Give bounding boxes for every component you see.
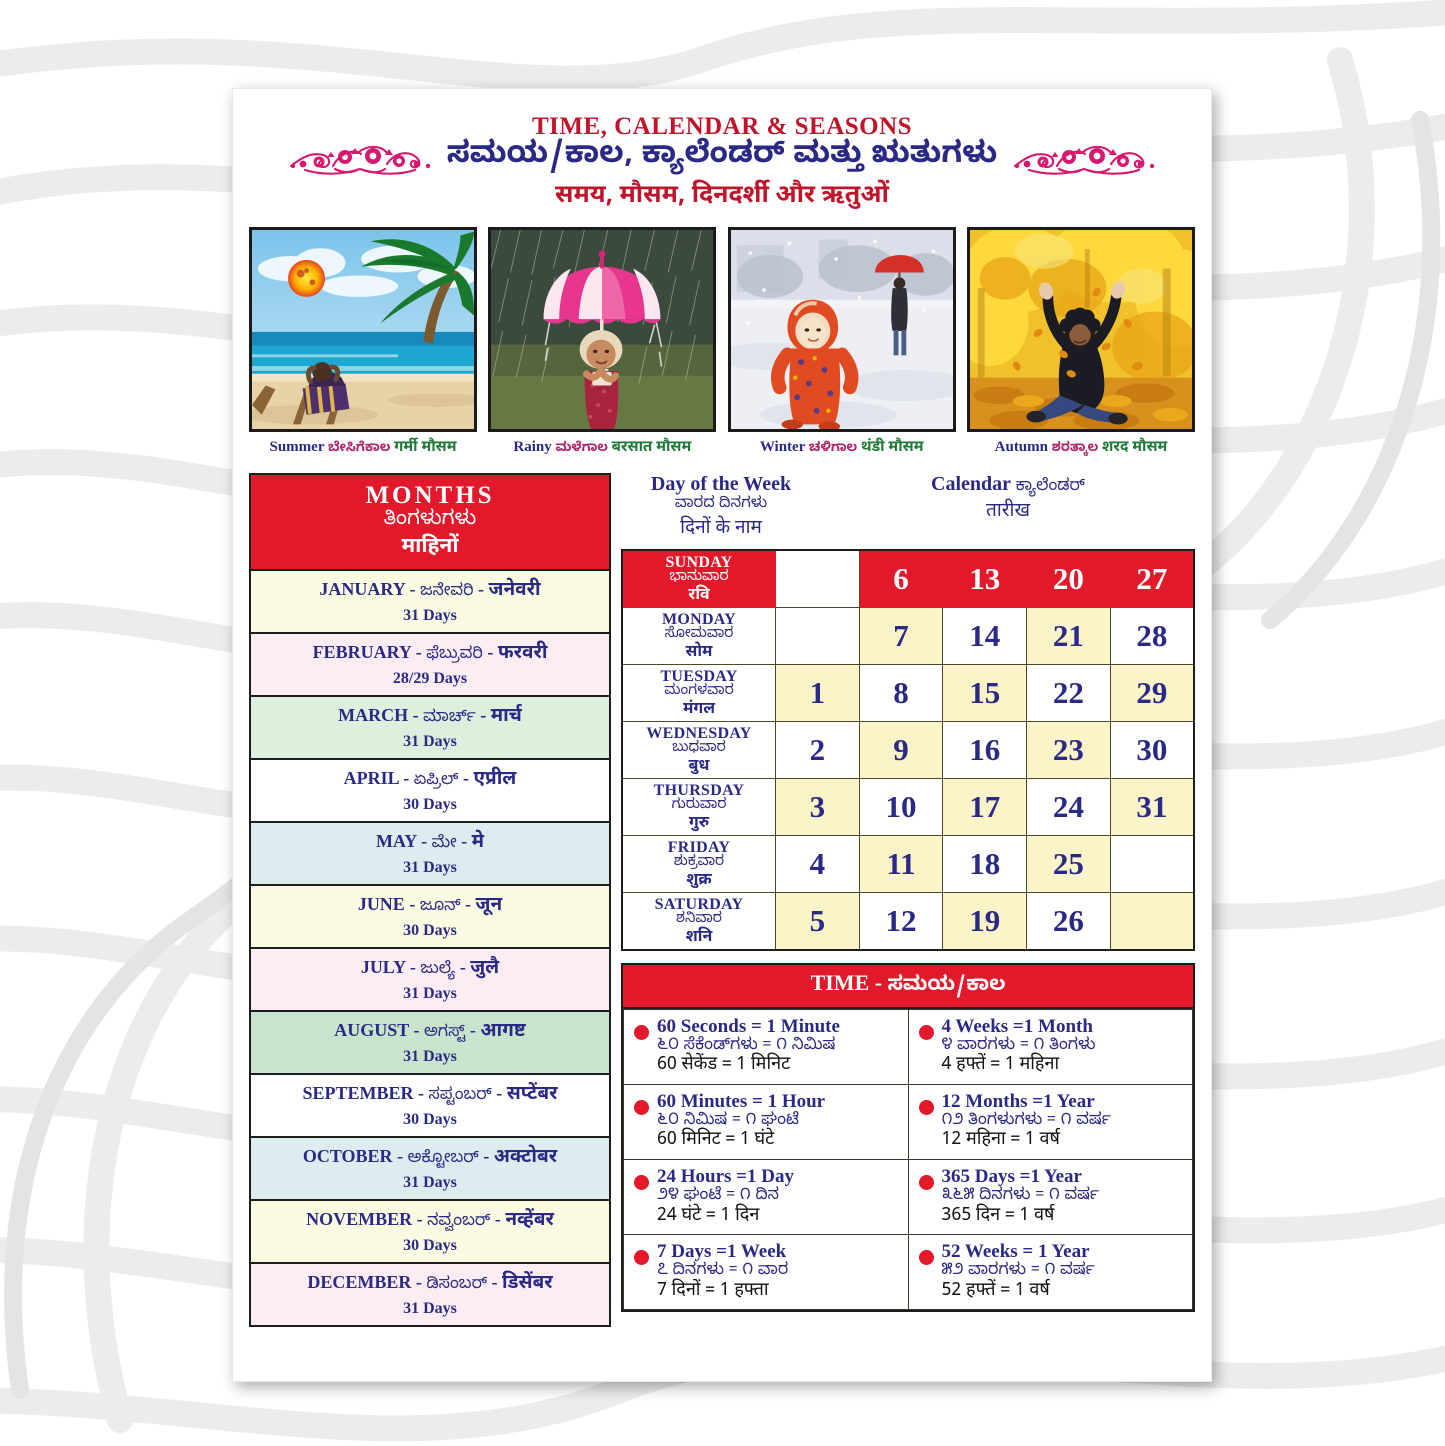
months-header-kn: ತಿಂಗಳುಗಳು [383,508,477,535]
weekday-kn: ಮಂಗಳವಾರ [664,682,734,702]
calendar-date-value: 16 [969,732,1001,767]
calendar-date-value: 6 [893,561,909,596]
time-conversions [623,1009,1193,1310]
floral-scroll-ornament-right [1009,142,1159,176]
calendar-date-cell[interactable] [1027,665,1111,722]
calendar-date-value: 20 [1052,561,1084,596]
time-conversion-cell [624,1010,909,1085]
calendar-date-value: 14 [969,618,1001,653]
time-conversion-hi: 52 हफ्तें = 1 वर्ष [941,1279,1050,1303]
calendar-date-cell[interactable] [1110,779,1194,836]
calendar-date-cell[interactable] [1110,665,1194,722]
season-label-en: Summer [269,439,325,455]
month-name-en: FEBRUARY [312,642,412,662]
calendar-date-value: 15 [969,675,1001,710]
calendar-date-value: 29 [1136,675,1168,710]
weekday-name-cell [622,779,776,836]
weekday-hi: मंगल [682,698,716,720]
month-name-kn: ಡಿಸಂಬರ್ [426,1275,488,1297]
beach-sun-palm-photo [249,227,477,432]
day-of-week-header [621,473,821,541]
month-row [251,886,609,949]
season-label-en: Winter [759,439,806,455]
month-name-kn: ಸಪ್ಟಂಬರ್ [428,1086,492,1108]
floral-scroll-ornament-left [285,142,435,176]
calendar-header-hi: तारीख [986,499,1030,524]
calendar-date-cell[interactable] [1027,722,1111,779]
month-name-en: JUNE [357,894,405,914]
calendar-date-cell[interactable] [943,608,1027,665]
month-name-en: JANUARY [319,579,406,599]
month-row [251,1012,609,1075]
calendar-date-cell[interactable] [776,608,860,665]
weekday-en: SATURDAY [654,895,744,913]
months-table-body [251,571,609,1325]
weekday-name-cell [622,893,776,951]
season-autumn [967,227,1195,459]
time-conversion-en: 60 Minutes = 1 Hour [657,1091,826,1113]
month-days: 31 Days [403,985,457,1002]
calendar-table [621,549,1195,951]
month-name-en: MAY [375,831,417,851]
time-conversion-en: 12 Months =1 Year [941,1091,1095,1113]
weekday-kn: ಗುರುವಾರ [671,796,727,816]
bullet-icon [634,1250,649,1265]
month-row [251,949,609,1012]
time-conversion-kn: ೬೦ ಸೆಕೆಂಡ್‌ಗಳು = ೧ ನಿಮಿಷ [657,1036,836,1058]
weekday-en: FRIDAY [667,838,731,856]
month-name: SEPTEMBER - ಸಪ್ಟಂಬರ್ - सप्टेंबर [302,1082,558,1108]
autumn-leaves-photo [967,227,1195,432]
month-name-hi: सप्टेंबर [506,1082,558,1107]
calendar-date-cell[interactable] [1110,608,1194,665]
season-rainy [488,227,716,459]
calendar-date-value: 22 [1052,675,1084,710]
calendar-date-cell[interactable] [1027,836,1111,893]
calendar-date-value: 26 [1052,903,1084,938]
calendar-row [622,608,1194,665]
season-label-en: Rainy [513,439,552,455]
calendar-row [622,550,1194,608]
month-name: AUGUST - ಅಗಸ್ಟ್ - आगष्ट [334,1019,526,1045]
page-title-kannada: ಸಮಯ/ಕಾಲ, ಕ್ಯಾಲೆಂಡರ್ ಮತ್ತು ಋತುಗಳು [446,139,998,179]
calendar-date-cell[interactable] [776,550,860,608]
calendar-date-value: 9 [893,732,909,767]
month-row [251,1264,609,1325]
month-name-kn: ಅಕ್ಟೋಬರ್ [407,1149,479,1171]
calendar-date-value: 12 [885,903,917,938]
month-name-kn: ಜುಲ್ಯೆ [420,960,456,982]
season-caption-rainy [488,439,716,459]
month-name-en: SEPTEMBER [302,1083,414,1103]
time-conversion-kn: ೫೨ ವಾರಗಳು = ೧ ವರ್ಷ [941,1261,1095,1284]
calendar-headers [621,473,1195,549]
time-conversion-kn: ೩೬೫ ದಿನಗಳು = ೧ ವರ್ಷ [941,1186,1100,1209]
time-conversion-en: 7 Days =1 Week [657,1241,787,1263]
calendar-row [622,836,1194,893]
calendar-date-value: 2 [809,732,826,767]
time-conversion-hi: 12 महिना = 1 वर्ष [941,1129,1060,1153]
month-name: NOVEMBER - ನವ್ವಂಬರ್ - नव्हेंबर [306,1208,554,1234]
weekday-en: SUNDAY [665,553,733,571]
calendar-date-cell[interactable] [943,779,1027,836]
seasons-row [233,213,1211,459]
calendar-date-value: 18 [969,846,1001,881]
calendar-date-cell[interactable] [943,836,1027,893]
calendar-date-value: 24 [1052,789,1084,824]
bullet-icon [919,1175,934,1190]
calendar-date-cell[interactable] [943,665,1027,722]
month-name-hi: डिसेंबर [502,1271,553,1296]
weekday-hi: गुरु [688,812,710,834]
weekday-kn: ಭಾನುವಾರ [669,568,729,588]
weekday-en: TUESDAY [660,667,738,685]
calendar-header-en: Calendar [931,473,1011,495]
month-name-hi: जनेवरी [488,578,541,603]
month-row [251,1075,609,1138]
calendar-date-cell[interactable] [776,893,860,951]
page-title-english: TIME, CALENDAR & SEASONS [531,113,913,140]
time-row [624,1010,1193,1085]
month-name-en: OCTOBER [302,1146,393,1166]
month-row [251,1138,609,1201]
month-name-kn: ಏಪ್ರಿಲ್ [413,771,459,793]
time-conversion-cell [908,1010,1193,1085]
month-name: FEBRUARY - ಫೆಬ್ರುವರಿ - फरवरी [312,641,548,667]
month-name: MARCH - ಮಾರ್ಚ್ - मार्च [338,704,522,730]
season-label-hi: बरसात मौसम [611,439,692,458]
month-row [251,823,609,886]
month-name-hi: मार्च [490,704,522,729]
month-days: 28/29 Days [392,670,468,687]
bullet-icon [919,1025,934,1040]
time-conversion-en: 24 Hours =1 Day [657,1166,794,1188]
calendar-row [622,779,1194,836]
calendar-date-cell[interactable] [776,722,860,779]
time-table [621,963,1195,1312]
month-name-en: JULY [360,957,406,977]
calendar-date-value: 25 [1052,846,1084,881]
season-label-hi: गर्मी मौसम [394,439,457,458]
calendar-header-kn: ಕ್ಯಾಲೆಂಡರ್ [1015,477,1085,499]
calendar-date-value: 11 [886,846,916,881]
month-name-hi: एप्रील [473,767,517,792]
time-header-kn: ಸಮಯ/ಕಾಲ [887,974,1006,1001]
weekday-kn: ಸೋಮವಾರ [664,625,734,645]
calendar-column [621,473,1195,1312]
season-label-kn: ಬೇಸಿಗೆಕಾಲ [327,441,391,459]
day-header-hi: दिनों के नाम [680,516,762,541]
time-row [624,1235,1193,1310]
month-row [251,571,609,634]
calendar-date-value: 23 [1052,732,1084,767]
months-table-header [251,475,609,571]
bullet-icon [919,1100,934,1115]
season-summer [249,227,477,459]
calendar-date-cell[interactable] [859,836,943,893]
month-name-kn: ಅಗಸ್ಟ್ [423,1023,466,1045]
month-days: 31 Days [403,733,457,750]
month-name-en: APRIL [343,768,399,788]
calendar-date-cell[interactable] [1027,550,1111,608]
month-days: 31 Days [403,859,457,876]
weekday-name-cell [622,722,776,779]
time-conversion-kn: ೧೨ ತಿಂಗಳುಗಳು = ೧ ವರ್ಷ [941,1111,1111,1134]
month-name: OCTOBER - ಅಕ್ಟೋಬರ್ - अक्टोबर [302,1145,558,1171]
month-name: DECEMBER - ಡಿಸಂಬರ್ - डिसेंबर [307,1271,553,1297]
calendar-date-value: 7 [893,618,909,653]
time-conversion-en: 365 Days =1 Year [941,1166,1082,1188]
month-days: 30 Days [403,796,457,813]
season-label-kn: ಶರತ್ಕಾಲ [1051,441,1099,459]
season-label-hi: शरद मौसम [1101,439,1168,458]
time-table-header [623,965,1193,1009]
calendar-date-cell[interactable] [859,893,943,951]
calendar-date-value: 3 [809,789,826,824]
month-name-en: MARCH [338,705,409,725]
calendar-date-cell[interactable] [859,665,943,722]
time-conversion-hi: 7 दिनों = 1 हफ्ता [657,1279,769,1303]
calendar-date-value: 8 [893,675,909,710]
season-label-kn: ಮಳೆಗಾಲ [555,441,608,459]
page-title-hindi: समय, मौसम, दिनदर्शी और ऋतुओं [555,181,889,213]
month-name: JUNE - ಜೂನ್ - जून [357,893,503,919]
time-conversion-en: 60 Seconds = 1 Minute [657,1016,840,1037]
weekday-kn: ಬುಧವಾರ [672,739,726,759]
month-name: JULY - ಜುಲ್ಯೆ - जुलै [360,956,500,982]
calendar-date-cell[interactable] [776,779,860,836]
weekday-hi: शुक्र [686,869,712,891]
month-name-kn: ನವ್ವಂಬರ್ [427,1212,491,1234]
time-conversion-hi: 60 सेकेंड = 1 मिनिट [657,1054,791,1078]
time-conversion-cell [624,1160,909,1235]
time-conversion-hi: 24 घंटे = 1 दिन [657,1204,760,1228]
calendar-date-cell[interactable] [943,722,1027,779]
calendar-date-value: 28 [1136,618,1168,653]
calendar-date-cell[interactable] [1110,836,1194,893]
month-days: 30 Days [403,922,457,939]
month-name-hi: मे [471,830,485,855]
bullet-icon [634,1100,649,1115]
month-name-kn: ಮಾರ್ಚ್ [423,708,476,730]
season-label-kn: ಚಳಿಗಾಲ [808,441,858,459]
time-conversion-cell [908,1085,1193,1160]
time-conversion-kn: ೭ ದಿನಗಳು = ೧ ವಾರ [657,1261,789,1284]
calendar-date-value: 19 [969,903,1001,938]
calendar-date-cell[interactable] [943,550,1027,608]
month-name: MAY - ಮೇ - मे [375,830,485,856]
time-conversion-kn: ೪ ವಾರಗಳು = ೧ ತಿಂಗಳು [941,1036,1096,1058]
time-conversion-cell [624,1085,909,1160]
calendar-date-value: 31 [1136,789,1168,824]
time-row [624,1160,1193,1235]
month-row [251,697,609,760]
season-label-en: Autumn [994,439,1048,455]
month-row [251,634,609,697]
month-name-kn: ಜೂನ್ [419,897,461,919]
calendar-header-line [821,473,1195,499]
month-name-kn: ಜನೇವರಿ [420,582,474,604]
weekday-name-cell [622,608,776,665]
calendar-date-cell[interactable] [1110,893,1194,951]
weekday-en: MONDAY [661,610,737,628]
time-conversion-kn: ೨೪ ಘಂಟೆ = ೧ ದಿನ [657,1186,780,1209]
weekday-hi: सोम [685,641,713,663]
month-name-en: DECEMBER [307,1272,412,1292]
time-row [624,1085,1193,1160]
calendar-date-cell[interactable] [859,779,943,836]
calendar-date-value: 17 [969,789,1001,824]
month-row [251,1201,609,1264]
calendar-date-value: 4 [809,846,826,881]
month-name-hi: नव्हेंबर [505,1208,554,1233]
season-caption-winter [728,439,956,459]
time-conversion-hi: 60 मिनिट = 1 घंटे [657,1129,775,1153]
month-name-hi: फरवरी [497,641,548,666]
months-header-en: MONTHS [365,482,495,509]
child-umbrella-rain-photo [488,227,716,432]
time-conversion-en: 52 Weeks = 1 Year [941,1241,1090,1263]
time-conversion-hi: 365 दिन = 1 वर्ष [941,1204,1055,1228]
calendar-row [622,893,1194,951]
time-conversion-en: 4 Weeks =1 Month [941,1016,1093,1037]
time-conversion-cell [908,1235,1193,1310]
month-name: APRIL - ಏಪ್ರಿಲ್ - एप्रील [343,767,517,793]
day-header-en: Day of the Week [650,473,792,495]
page-header [233,113,1211,213]
calendar-date-cell[interactable] [1110,722,1194,779]
month-name-hi: अक्टोबर [493,1145,558,1170]
time-conversion-hi: 4 हफ्तें = 1 महिना [941,1054,1060,1078]
calendar-date-value: 1 [809,675,826,710]
weekday-en: THURSDAY [653,781,745,799]
season-caption-autumn [967,439,1195,459]
weekday-name-cell [622,665,776,722]
calendar-date-cell[interactable] [1027,779,1111,836]
calendar-date-cell[interactable] [859,722,943,779]
calendar-date-cell[interactable] [776,836,860,893]
child-snow-photo [728,227,956,432]
calendar-date-cell[interactable] [1027,608,1111,665]
calendar-date-value: 21 [1052,618,1084,653]
weekday-hi: शनि [685,926,713,948]
weekday-name-cell [622,836,776,893]
month-name-kn: ಮೇ [431,834,457,856]
time-header-en: TIME - [810,970,888,995]
calendar-date-value: 5 [809,903,826,938]
calendar-date-cell[interactable] [776,665,860,722]
month-days: 31 Days [403,1048,457,1065]
calendar-row [622,722,1194,779]
months-header-hi: माहिनों [401,533,459,561]
bullet-icon [634,1025,649,1040]
calendar-date-cell[interactable] [859,550,943,608]
day-header-kn: ವಾರದ ದಿನಗಳು [674,496,768,516]
calendar-date-cell[interactable] [1110,550,1194,608]
month-days: 30 Days [403,1111,457,1128]
season-winter [728,227,956,459]
month-name-hi: जून [475,893,503,918]
month-days: 31 Days [403,1174,457,1191]
calendar-date-cell[interactable] [943,893,1027,951]
month-name-hi: जुलै [470,956,500,981]
weekday-name-cell [622,550,776,608]
calendar-date-value: 27 [1136,561,1168,596]
season-label-hi: थंडी मौसम [860,439,924,458]
month-days: 31 Days [403,1300,457,1317]
month-row [251,760,609,823]
months-table [249,473,611,1327]
month-name-en: NOVEMBER [306,1209,413,1229]
weekday-kn: ಶುಕ್ರವಾರ [673,853,725,873]
calendar-date-value: 30 [1136,732,1168,767]
month-name: JANUARY - ಜನೇವರಿ - जनेवरी [319,578,541,604]
time-conversion-cell [624,1235,909,1310]
weekday-hi: रवि [688,584,710,606]
month-name-en: AUGUST [334,1020,409,1040]
bullet-icon [634,1175,649,1190]
calendar-date-header [821,473,1195,541]
weekday-hi: बुध [688,755,710,777]
bullet-icon [919,1250,934,1265]
weekday-kn: ಶನಿವಾರ [676,910,722,930]
calendar-date-value: 13 [969,561,1001,596]
calendar-date-cell[interactable] [1027,893,1111,951]
weekday-en: WEDNESDAY [646,724,752,742]
calendar-date-cell[interactable] [859,608,943,665]
season-caption-summer [249,439,477,459]
poster-sheet [232,88,1212,1382]
month-name-kn: ಫೆಬ್ರುವರಿ [426,645,483,667]
time-conversion-cell [908,1160,1193,1235]
calendar-date-value: 10 [885,789,917,824]
calendar-row [622,665,1194,722]
time-conversion-kn: ೬೦ ನಿಮಿಷ = ೧ ಘಂಟೆ [657,1111,799,1134]
month-days: 30 Days [403,1237,457,1254]
month-days: 31 Days [403,607,457,624]
month-name-hi: आगष्ट [480,1019,526,1044]
